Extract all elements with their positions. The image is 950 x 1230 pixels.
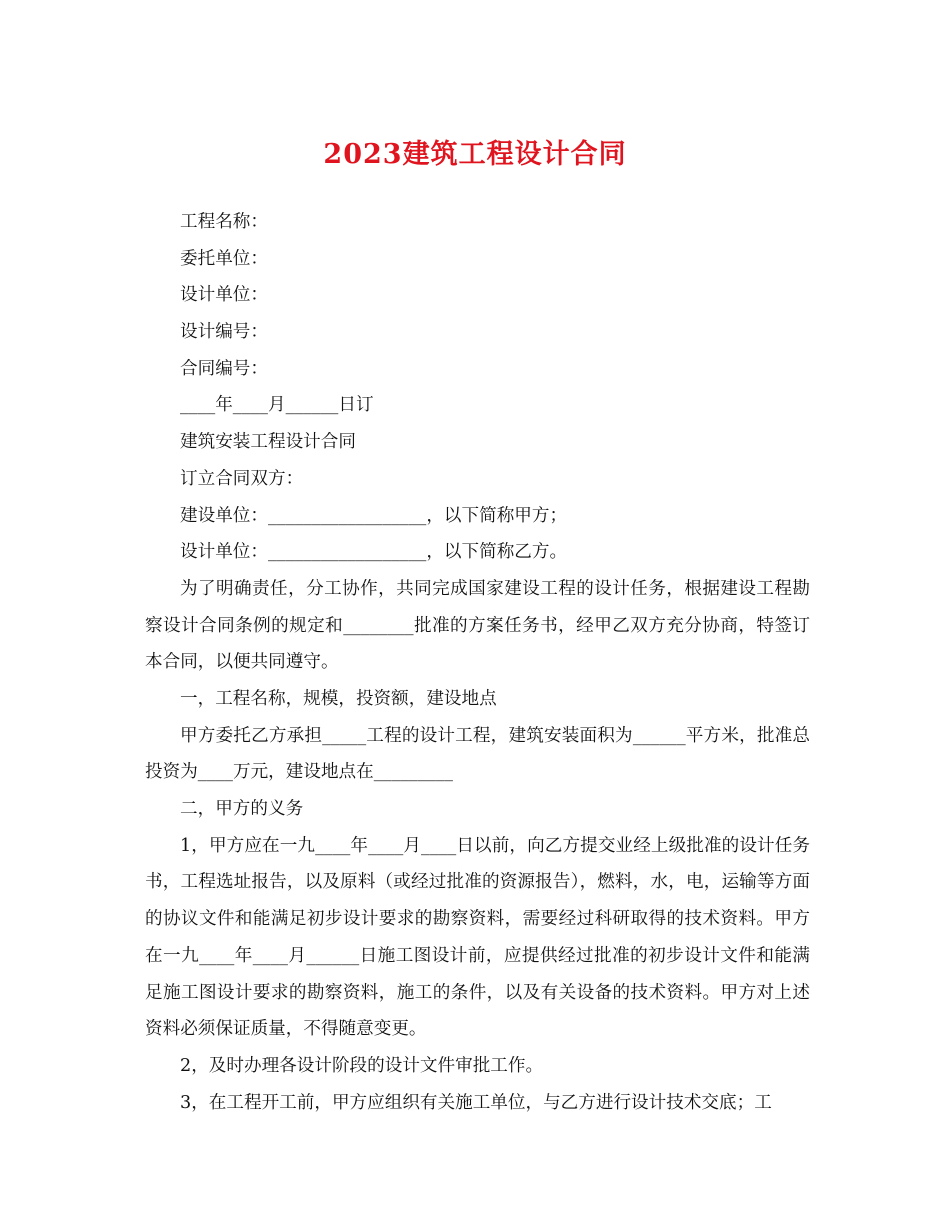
- party-b-line: 设计单位：__________________，以下简称乙方。: [180, 542, 568, 563]
- intro-paragraph: 为了明确责任，分工协作，共同完成国家建设工程的设计任务，根据建设工程勘察设计合同条例的规定和________批准的方案任务书，经甲乙双方充分协商，特签订本合同，以便共同遵守。: [145, 578, 810, 673]
- field-project-name: 工程名称：: [180, 212, 268, 232]
- section-2-heading: 二，甲方的义务: [180, 799, 304, 820]
- section-1-paragraph: 甲方委托乙方承担_____工程的设计工程，建筑安装面积为______平方米，批准总投资为____万元，建设地点在_________: [145, 725, 810, 783]
- section-2-item-2: 2，及时办理各设计阶段的设计文件审批工作。: [180, 1055, 544, 1076]
- section-1-heading: 一，工程名称，规模，投资额，建设地点: [180, 688, 497, 709]
- field-design-number: 设计编号：: [180, 322, 268, 343]
- section-2-item-1: 1，甲方应在一九____年____月____日以前，向乙方提交业经上级批准的设计任务书，工程选址报告，以及原料（或经过批准的资源报告），燃料，水，电，运输等方面的协议文件和能满足初步设计要求的勘察资料，需要经过科研取得的技术资料。甲方在一九____年____月______日施工图设计前，应提供经过批准的初步设计文件和能满足施工图设计要求的勘察资料，施工的条件，以及有关设备的技术资料。甲方对上述资料必须保证质量，不得随意变更。: [145, 835, 810, 1040]
- field-design-unit: 设计单位：: [180, 285, 268, 306]
- document-body: [145, 204, 810, 1121]
- field-client-unit: 委托单位：: [180, 248, 268, 269]
- parties-label: 订立合同双方：: [180, 468, 304, 489]
- section-2-item-3: 3，在工程开工前，甲方应组织有关施工单位，与乙方进行设计技术交底；工: [180, 1092, 772, 1113]
- field-date-line: ____年____月______日订: [180, 395, 374, 416]
- field-contract-number: 合同编号：: [180, 358, 268, 379]
- party-a-line: 建设单位：__________________，以下简称甲方；: [180, 505, 568, 526]
- contract-type-line: 建筑安装工程设计合同: [180, 432, 356, 453]
- document-title: 2023建筑工程设计合同: [323, 139, 627, 170]
